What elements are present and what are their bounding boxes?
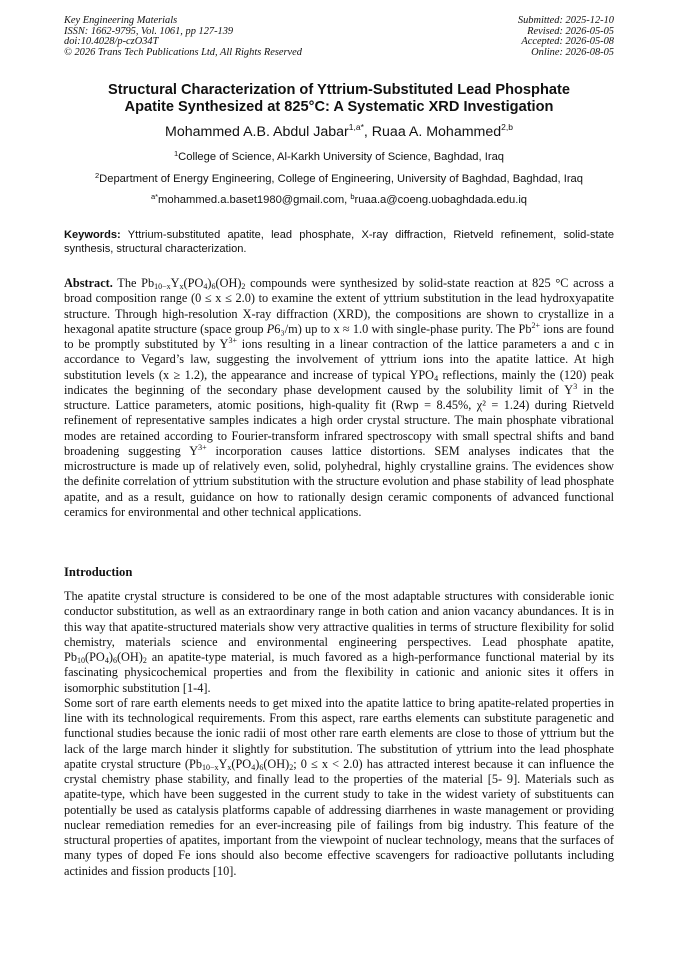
email-b[interactable]: ruaa.a@coeng.uobaghdada.edu.iq xyxy=(354,194,528,206)
email-a-marker: a* xyxy=(150,192,159,201)
formula-text: (OH) xyxy=(215,276,242,290)
keywords-text: Yttrium-substituted apatite, lead phosphate, X-ray diffraction, Rietveld refinement, solid-state synthesis, structural characterization. xyxy=(64,229,614,255)
paragraph-text: The apatite crystal structure is considered to be one of the most adaptable structures with considerable ionic conductor substitution, as well as an extraordinary range in both cation and anion vacancy abundances. It is in this way that apatite-structured materials show very attractive qualities in terms of structure flexibility for solid chemistry, materials science and environmental engineering perspectives. Lead phosphate apatite, Pb xyxy=(64,589,614,664)
abstract-text: ions resulting in a linear contraction of the lattice parameters a and c in accordance to Vegard’s law, suggesting the involvement of yttrium ions into the apatite lattice. At high substitution levels (x ≥ 1.2), the appearance and increase of typical YPO xyxy=(64,337,614,382)
formula-subscript: 4 xyxy=(104,656,109,665)
formula-text: (OH) xyxy=(116,650,143,664)
affiliation-1-text: College of Science, Al-Karkh University of Science, Baghdad, Iraq xyxy=(178,151,505,163)
section-heading-introduction: Introduction xyxy=(64,565,133,579)
journal-info xyxy=(64,16,302,58)
author-2-marker: 2,b xyxy=(501,122,513,132)
formula-text: (PO xyxy=(231,756,252,771)
formula-text: Y xyxy=(170,276,180,290)
affiliation-2-text: Department of Energy Engineering, College of Engineering, University of Baghdad, Baghdad, Iraq xyxy=(99,173,584,185)
formula-subscript: x xyxy=(227,762,232,772)
date-submitted: Submitted: 2025-12-10 xyxy=(517,15,614,26)
formula-subscript: 4 xyxy=(251,762,256,772)
formula-text: Pb xyxy=(141,276,155,290)
ion-charge: 3 xyxy=(573,381,578,391)
email-b-marker: b xyxy=(350,192,355,201)
paragraph-text: an apatite-type material, is much favored as a high-performance functional material by its fascinating physicochemical properties and from the flexibility in cationic and anionic sites it offers in isomorphic substitution [1-4]. xyxy=(64,650,614,695)
author-1: Mohammed A.B. Abdul Jabar xyxy=(165,124,349,140)
formula-subscript: 2 xyxy=(289,762,294,772)
introduction-body xyxy=(64,589,614,879)
formula-subscript: 2 xyxy=(142,656,147,665)
journal-doi: doi:10.4028/p-czO34T xyxy=(64,36,159,48)
formula-text: (OH) xyxy=(263,756,290,771)
affiliation-1 xyxy=(40,150,638,164)
formula-subscript: 6 xyxy=(259,762,264,772)
author-separator: , xyxy=(363,124,372,140)
paragraph xyxy=(64,696,614,879)
journal-name: Key Engineering Materials xyxy=(64,15,178,26)
formula-subscript: x xyxy=(179,282,184,291)
author-1-marker: 1,a* xyxy=(348,122,364,132)
formula-subscript: 6 xyxy=(211,282,216,291)
formula-text: (PO xyxy=(183,276,204,290)
affiliation-1-marker: 1 xyxy=(173,149,179,158)
affiliation-2-marker: 2 xyxy=(94,171,100,180)
formula-subscript: 2 xyxy=(241,282,246,291)
date-accepted: Accepted: 2026-05-08 xyxy=(521,36,614,48)
title-line-2: Apatite Synthesized at 825°C: A Systematic XRD Investigation xyxy=(124,99,554,115)
formula-text: (PO xyxy=(85,650,105,664)
ion-charge: 2+ xyxy=(531,320,540,330)
publication-dates xyxy=(518,16,614,58)
formula-subscript: 6 xyxy=(112,656,117,665)
abstract-text: compounds were synthesized by solid-state reaction at 825 °C across a broad composition range (0 ≤ x ≤ 2.0) to examine the extent of yttrium substitution in the lead hydroxyapatite structure. Through high-resolution X-ray diffraction (XRD), the compositions are shown to crystallize in a hexagonal apatite structure (space group xyxy=(64,276,614,336)
paragraph xyxy=(64,589,614,696)
formula-text: ) xyxy=(108,650,113,664)
date-revised: Revised: 2026-05-05 xyxy=(527,25,614,37)
date-online: Online: 2026-08-05 xyxy=(531,46,614,58)
title-line-1: Structural Characterization of Yttrium-Substituted Lead Phosphate xyxy=(108,82,570,98)
journal-issn: ISSN: 1662-9795, Vol. 1061, pp 127-139 xyxy=(64,25,234,37)
formula-text: ) xyxy=(207,276,212,290)
formula-text: Y xyxy=(218,756,228,771)
abstract-text: reflections, mainly the (120) peak indicates the beginning of the secondary phase development caused by the solubility limit of Y xyxy=(64,367,614,397)
affiliation-2 xyxy=(40,172,638,186)
abstract-text: The xyxy=(112,276,142,290)
abstract-label: Abstract. xyxy=(64,276,113,290)
email-a[interactable]: mohammed.a.baset1980@gmail.com xyxy=(158,194,345,206)
space-group-symbol: P xyxy=(266,321,275,336)
formula-subscript: 10−x xyxy=(154,282,171,291)
paragraph-text: Some sort of rare earth elements needs to get mixed into the apatite lattice to bring apatite-related properties in line with its technological requirements. From this aspect, rare earths elements can substitute paragenetic and functional studies because the ionic radii of most other rare earth elements are close to those of yttrium but the lack of the large march hinder it slightly for substitution. The substitution of yttrium into the lead phosphate apatite crystal structure (Pb xyxy=(64,695,614,771)
abstract-text: 6₃/m) up to x ≈ 1.0 with single-phase purity. The Pb xyxy=(274,321,532,336)
formula-text: ) xyxy=(255,756,260,771)
formula-subscript: 10 xyxy=(77,656,85,665)
paragraph-text: ; 0 ≤ x < 2.0) has attracted interest because it can influence the crystal chemistry phase stability, and finally lead to the properties of the material [5- 9]. Materials such as apatite-type, which have been suggested in the current study to take in the widest variety of substituents can potentially be used as catalysis platforms capable of addressing diarrhenes in waste management or providing nuclear remediation remedies for an ever-increasing pile of failings from big industry. This feature of the structural properties of apatites, important from the viewpoint of nuclear technology, means that the surfaces of many types of doped Fe ions should also become effective scavengers for radioactive pollutants including actinides and fission products [10]. xyxy=(64,756,614,878)
author-2: Ruaa A. Mohammed xyxy=(371,124,502,140)
author-list xyxy=(64,123,614,141)
abstract-text: in the structure. Lattice parameters, atomic positions, high-quality fit (Rwp = 8.45%, χ² = 1.24) during Rietveld refinement of representative samples indicates a high order crystal structure. The main phosphate vibrational modes are retained according to Fourier-transform infrared spectroscopy with small spectral shifts and band broadening suggesting Y xyxy=(64,382,614,458)
ion-charge: 3+ xyxy=(198,442,207,452)
paper-title xyxy=(64,82,614,116)
formula-subscript: 10−x xyxy=(201,762,219,772)
formula-subscript: 4 xyxy=(434,373,439,383)
keywords xyxy=(64,228,614,256)
abstract-text: incorporation causes lattice distortions. SEM analyses indicates that the microstructure is made up of relatively even, solid, polyhedral, highly crystalline grains. The evidences show the definite correlation of yttrium substitution with the structure evolution and phase stability of lead phosphate apatite, and as a result, guidance on how to rationally design ceramic components of advanced functional ceramics for environmental and other technical applications. xyxy=(64,443,614,519)
abstract-text: ions are found to be promptly substituted by Y xyxy=(64,321,615,351)
author-emails xyxy=(40,193,638,207)
email-separator: , xyxy=(344,194,351,206)
journal-copyright: © 2026 Trans Tech Publications Ltd, All Rights Reserved xyxy=(64,46,302,58)
keywords-label: Keywords: xyxy=(64,229,121,241)
formula-subscript: 4 xyxy=(203,282,208,291)
abstract xyxy=(64,276,614,520)
ion-charge: 3+ xyxy=(228,336,237,345)
